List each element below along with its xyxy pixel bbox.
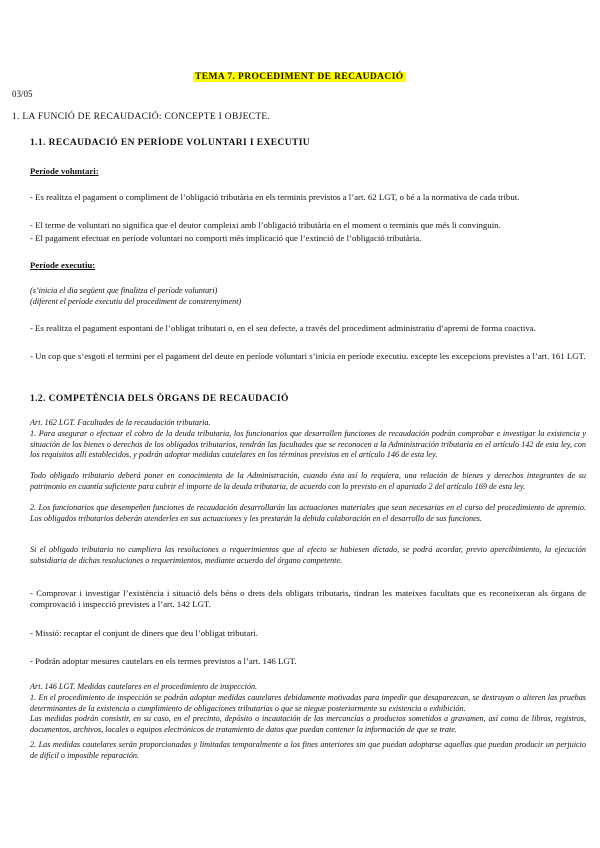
- executiu-note-1: (s’inicia el dia següent que finalitza el període voluntari): [30, 286, 218, 295]
- document-title: TEMA 7. PROCEDIMENT DE RECAUDACIÓ: [195, 72, 404, 82]
- section-1-heading: 1. LA FUNCIÓ DE RECAUDACIÓ: CONCEPTE I OBJECTE.: [12, 112, 271, 122]
- art162-para-2: Todo obligado tributario deberá poner en conocimiento de la Administración, cuando ésta así lo requiera, una relación de bienes y derechos integrantes de su patrimonio en cuantía suficiente para cubrir el importe de la deuda tributaria, de acuerdo con lo previsto en el apartado 2 del artículo 169 de esta ley.: [30, 471, 586, 491]
- document-date: 03/05: [12, 89, 33, 99]
- section-1-2-heading: 1.2. COMPETÈNCIA DELS ÒRGANS DE RECAUDACIÓ: [30, 394, 289, 404]
- art146-para-2: Las medidas podrán consistir, en su caso, en el precinto, depósito o incautación de las mercancías o productos sometidos a gravamen, así como de libros, registros, documentos, archivos, locales o equipos electrónicos de tratamiento de datos que puedan contener la información de que se trate.: [30, 714, 586, 734]
- art146-para-3: 2. Las medidas cautelares serán proporcionadas y limitadas temporalmente a los fines anteriores sin que puedan adoptarse aquellas que puedan producir un perjuicio de difícil o imposible reparación.: [30, 740, 586, 760]
- voluntari-line-2: - El terme de voluntari no significa que el deutor compleixi amb l’obligació tributària en el moment o terminis que més li convinguin.: [30, 220, 501, 230]
- executiu-note-2: (diferent el període executiu del procediment de constrenyiment): [30, 297, 242, 306]
- competencia-point-2: - Missió: recaptar el conjunt de diners que deu l’obligat tributari.: [30, 628, 258, 638]
- executiu-line-2: - Un cop que s’esgoti el termini per el pagament del deute en període voluntari s’inicia en període executiu. excepte les excepcions previstes a l’art. 161 LGT.: [30, 351, 586, 361]
- art162-para-4: Si el obligado tributario no cumpliera las resoluciones o requerimientos que al efecto se hubiesen dictado, se podrá acordar, previo apercibimiento, la ejecución subsidiaria de dichas resoluciones o requerimientos, mediante acuerdo del órgano competente.: [30, 545, 586, 565]
- executiu-line-1: - Es realitza el pagament espontani de l’obligat tributari o, en el seu defecte, a través del procediment administratiu d’apremi de forma coactiva.: [30, 323, 536, 333]
- art146-para-1: 1. En el procedimiento de inspección se podrán adoptar medidas cautelares debidamente motivadas para impedir que desaparezcan, se destruyan o alteren las pruebas determinantes de la existencia o cumplimiento de obligaciones tributarias o que se niegue posteriormente su existencia o exhibición.: [30, 693, 586, 713]
- section-1-1-heading: 1.1. RECAUDACIÓ EN PERÍODE VOLUNTARI I EXECUTIU: [30, 138, 311, 148]
- voluntari-line-3: - El pagament efectuat en període voluntari no comporti més implicació que l’extinció de l’obligació tributària.: [30, 233, 422, 243]
- executiu-label: Període executiu:: [30, 260, 96, 270]
- art162-para-1: 1. Para asegurar o efectuar el cobro de la deuda tributaria, los funcionarios que desarrollen funciones de recaudación podrán comprobar e investigar la existencia y situación de los bienes o derechos de los obligados tributarios, tendrán las facultades que se reconocen a la Administración tributaria en el artículo 142 de esta ley, con los requisitos allí establecidos, y podrán adoptar medidas cautelares en los términos previstos en el artículo 146 de esta ley.: [30, 429, 586, 460]
- voluntari-label: Període voluntari:: [30, 166, 99, 176]
- art162-heading: Art. 162 LGT. Facultades de la recaudación tributaria.: [30, 418, 211, 427]
- voluntari-line-1: - Es realitza el pagament o compliment de l’obligació tributària en els terminis previstos a l’art. 62 LGT, o bé a la normativa de cada tribut.: [30, 192, 520, 202]
- competencia-point-1: - Comprovar i investigar l’existència i situació dels béns o drets dels obligats tributaris, tindran les mateixes facultats que es reconeixeran als òrgans de comprovació i inspecció previstes a l’art. 142 LGT.: [30, 588, 586, 610]
- art146-heading: Art. 146 LGT. Medidas cautelares en el procedimiento de inspección.: [30, 682, 258, 691]
- art162-para-3: 2. Los funcionarios que desempeñen funciones de recaudación desarrollarán las actuaciones materiales que sean necesarias en el curso del procedimiento de apremio. Los obligados tributarios deberán atenderles en sus actuaciones y les prestarán la debida colaboración en el desarrollo de sus funciones.: [30, 503, 586, 523]
- competencia-point-3: - Podrán adoptar mesures cautelars en els termes previstos a l’art. 146 LGT.: [30, 656, 297, 666]
